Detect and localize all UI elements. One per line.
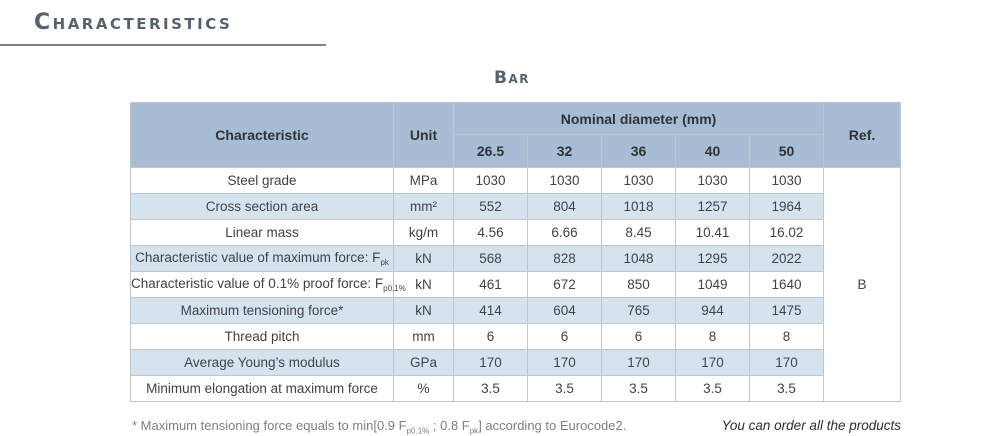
table-row [131,298,901,324]
characteristic-label: Linear mass [131,220,394,246]
order-products-link[interactable]: You can order all the products [721,418,901,433]
value-cell: 2022 [750,246,824,272]
header-diameter: 32 [528,135,602,168]
table-row [131,324,901,350]
characteristic-label: Minimum elongation at maximum force [131,376,394,402]
value-cell: 1030 [454,168,528,194]
value-cell: 16.02 [750,220,824,246]
value-cell: 3.5 [676,376,750,402]
value-cell: 944 [676,298,750,324]
section-title: Characteristics [34,10,233,35]
unit-cell: MPa [394,168,454,194]
value-cell: 568 [454,246,528,272]
header-diameter: 26.5 [454,135,528,168]
characteristic-label: Characteristic value of 0.1% proof force: $F_{p0.1\%}$ [131,272,394,298]
unit-cell: mm² [394,194,454,220]
value-cell: 604 [528,298,602,324]
value-cell: 3.5 [750,376,824,402]
table-row [131,376,901,402]
value-cell: 8 [750,324,824,350]
value-cell: 1048 [602,246,676,272]
title-underline [0,44,326,46]
table-row [131,220,901,246]
header-characteristic: Characteristic [131,103,394,168]
table-row [131,272,901,298]
value-cell: 10.41 [676,220,750,246]
value-cell: 6 [602,324,676,350]
table-row [131,168,901,194]
table-row [131,194,901,220]
value-cell: 170 [528,350,602,376]
value-cell: 1030 [750,168,824,194]
unit-cell: kN [394,272,454,298]
value-cell: 1295 [676,246,750,272]
value-cell: 850 [602,272,676,298]
header-unit: Unit [394,103,454,168]
value-cell: 6 [528,324,602,350]
value-cell: 1964 [750,194,824,220]
value-cell: 3.5 [602,376,676,402]
characteristics-table [130,102,901,402]
unit-cell: % [394,376,454,402]
value-cell: 461 [454,272,528,298]
header-diameter: 50 [750,135,824,168]
footnote: * Maximum tensioning force equals to min[0.9 $F_{p0.1\%}$ ; 0.8 $F_{pk}$] according to Eurocode2. [132,418,627,436]
value-cell: 1640 [750,272,824,298]
unit-cell: kN [394,298,454,324]
value-cell: 3.5 [454,376,528,402]
header-ref: Ref. [824,103,901,168]
table-row [131,350,901,376]
value-cell: 6.66 [528,220,602,246]
characteristic-label: Maximum tensioning force* [131,298,394,324]
header-nominal-diameter: Nominal diameter (mm) [454,103,824,135]
characteristic-label: Cross section area [131,194,394,220]
value-cell: 1030 [676,168,750,194]
value-cell: 414 [454,298,528,324]
value-cell: 170 [676,350,750,376]
value-cell: 552 [454,194,528,220]
characteristic-label: Average Young’s modulus [131,350,394,376]
value-cell: 8 [676,324,750,350]
value-cell: 170 [454,350,528,376]
header-diameter: 40 [676,135,750,168]
unit-cell: GPa [394,350,454,376]
value-cell: 4.56 [454,220,528,246]
value-cell: 1049 [676,272,750,298]
value-cell: 672 [528,272,602,298]
value-cell: 3.5 [528,376,602,402]
value-cell: 1257 [676,194,750,220]
characteristic-label: Steel grade [131,168,394,194]
unit-cell: mm [394,324,454,350]
unit-cell: kN [394,246,454,272]
table-row [131,246,901,272]
value-cell: 1018 [602,194,676,220]
characteristic-label: Characteristic value of maximum force: $F_{pk}$ [131,246,394,272]
characteristic-label: Thread pitch [131,324,394,350]
value-cell: 170 [602,350,676,376]
value-cell: 804 [528,194,602,220]
unit-cell: kg/m [394,220,454,246]
value-cell: 1030 [602,168,676,194]
value-cell: 1030 [528,168,602,194]
value-cell: 170 [750,350,824,376]
value-cell: 8.45 [602,220,676,246]
value-cell: 765 [602,298,676,324]
header-diameter: 36 [602,135,676,168]
ref-cell: B [824,168,901,402]
table-body [131,168,901,402]
value-cell: 1475 [750,298,824,324]
value-cell: 6 [454,324,528,350]
table-subtitle: Bar [494,68,530,88]
value-cell: 828 [528,246,602,272]
